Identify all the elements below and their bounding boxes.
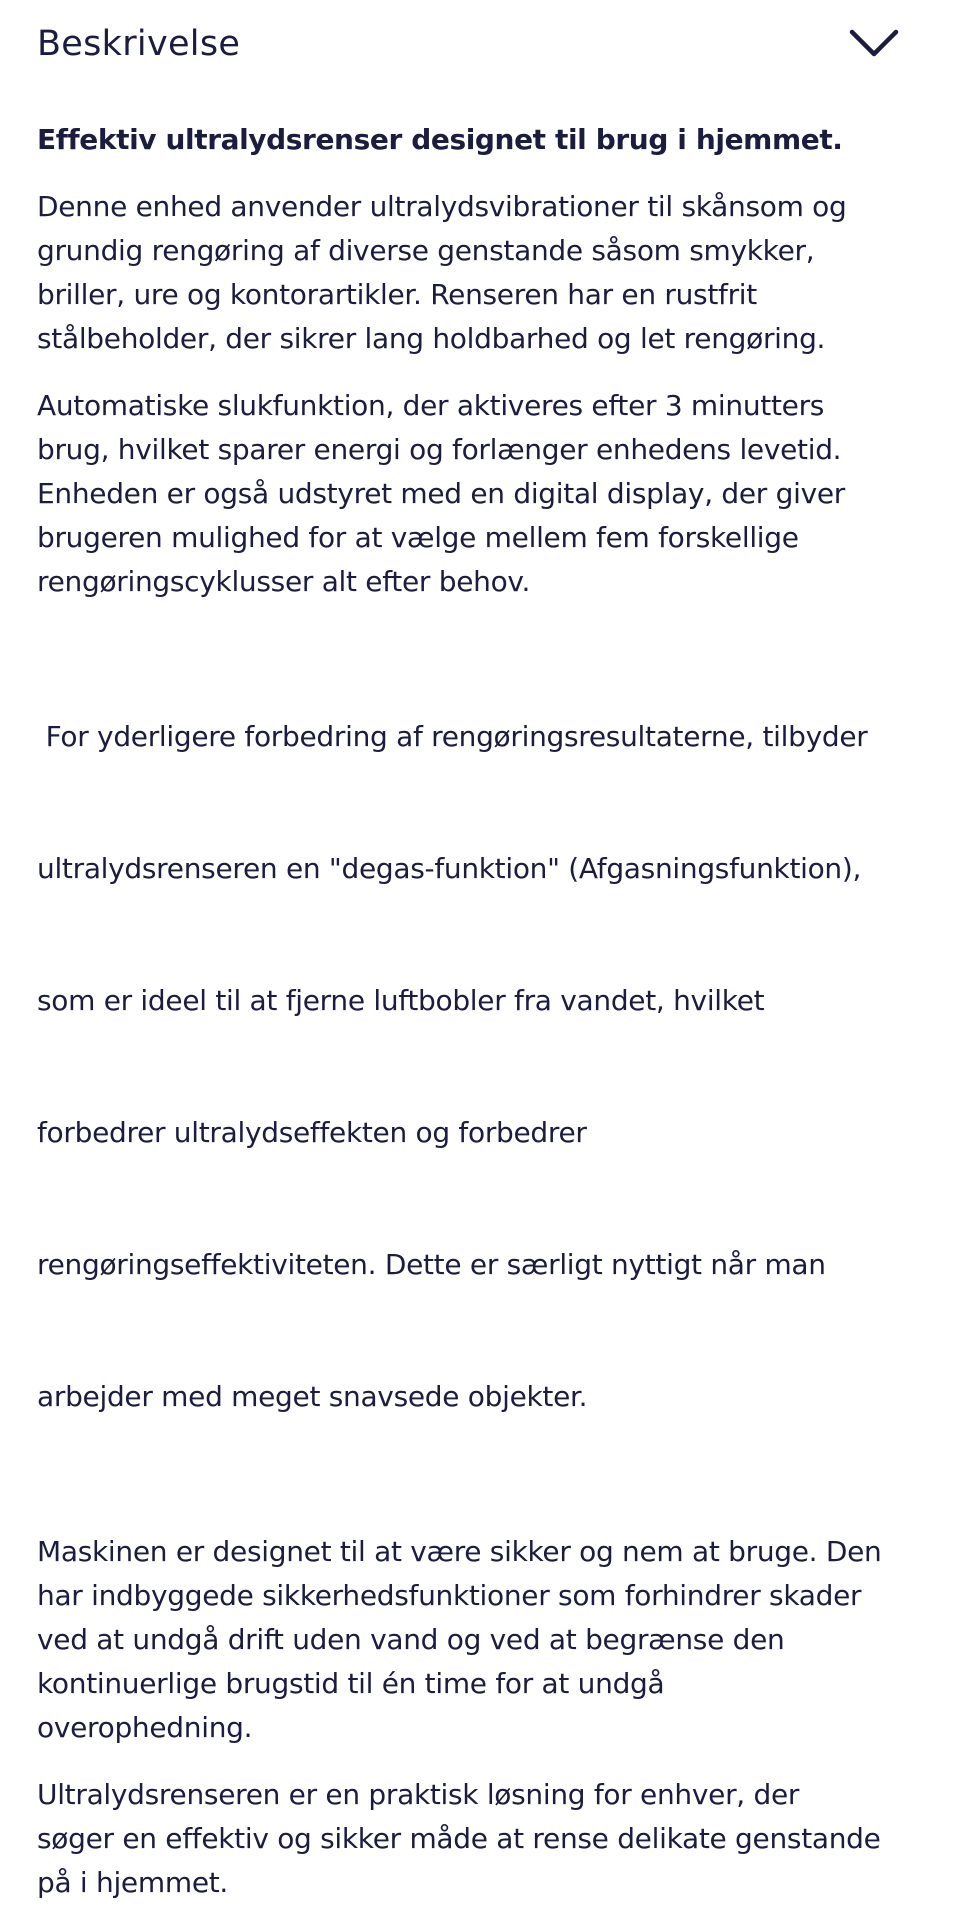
chevron-down-icon[interactable]: [848, 24, 900, 60]
section-title: Beskrivelse: [37, 24, 241, 64]
text-line: briller, ure og kontorartikler. Renseren har en rustfrit: [37, 278, 757, 311]
text-line: søger en effektiv og sikker måde at rense delikate genstande: [37, 1822, 881, 1855]
text-line: Ultralydsrenseren er en praktisk løsning for enhver, der: [37, 1778, 800, 1811]
text-line: som er ideel til at fjerne luftbobler fra vandet, hvilket: [37, 984, 765, 1017]
text-line: Enheden er også udstyret med en digital display, der giver: [37, 477, 845, 510]
text-line: arbejder med meget snavsede objekter.: [37, 1380, 588, 1413]
text-line: ved at undgå drift uden vand og ved at begrænse den: [37, 1623, 785, 1656]
text-line: på i hjemmet.: [37, 1866, 229, 1899]
text-line: stålbeholder, der sikrer lang holdbarhed og let rengøring.: [37, 322, 826, 355]
text-line: brug, hvilket sparer energi og forlænger enhedens levetid.: [37, 433, 842, 466]
text-line: har indbyggede sikkerhedsfunktioner som forhindrer skader: [37, 1579, 862, 1612]
text-line: Automatiske slukfunktion, der aktiveres efter 3 minutters: [37, 389, 825, 422]
accordion-header[interactable]: [0, 0, 960, 90]
text-line: Denne enhed anvender ultralydsvibrationer til skånsom og: [37, 190, 847, 223]
text-line: rengøringseffektiviteten. Dette er særligt nyttigt når man: [37, 1248, 826, 1281]
text-line: forbedrer ultralydseffekten og forbedrer: [37, 1116, 587, 1149]
description-paragraph: [37, 384, 932, 604]
text-line: brugeren mulighed for at vælge mellem fem forskellige: [37, 521, 799, 554]
description-lead: Effektiv ultralydsrenser designet til brug i hjemmet.: [37, 123, 843, 156]
description-paragraph: [37, 1530, 932, 1750]
text-line: For yderligere forbedring af rengøringsresultaterne, tilbyder: [37, 720, 868, 753]
text-line: ultralydsrenseren en "degas-funktion" (Afgasningsfunktion),: [37, 852, 862, 885]
description-paragraph: [37, 1773, 932, 1905]
text-line: rengøringscyklusser alt efter behov.: [37, 565, 531, 598]
description-paragraph: [37, 185, 932, 361]
text-line: kontinuerlige brugstid til én time for at undgå: [37, 1667, 665, 1700]
description-content: [37, 118, 932, 1928]
text-line: grundig rengøring af diverse genstande såsom smykker,: [37, 234, 815, 267]
description-paragraph: [37, 627, 932, 1507]
text-line: overophedning.: [37, 1711, 253, 1744]
text-line: Maskinen er designet til at være sikker og nem at bruge. Den: [37, 1535, 882, 1568]
